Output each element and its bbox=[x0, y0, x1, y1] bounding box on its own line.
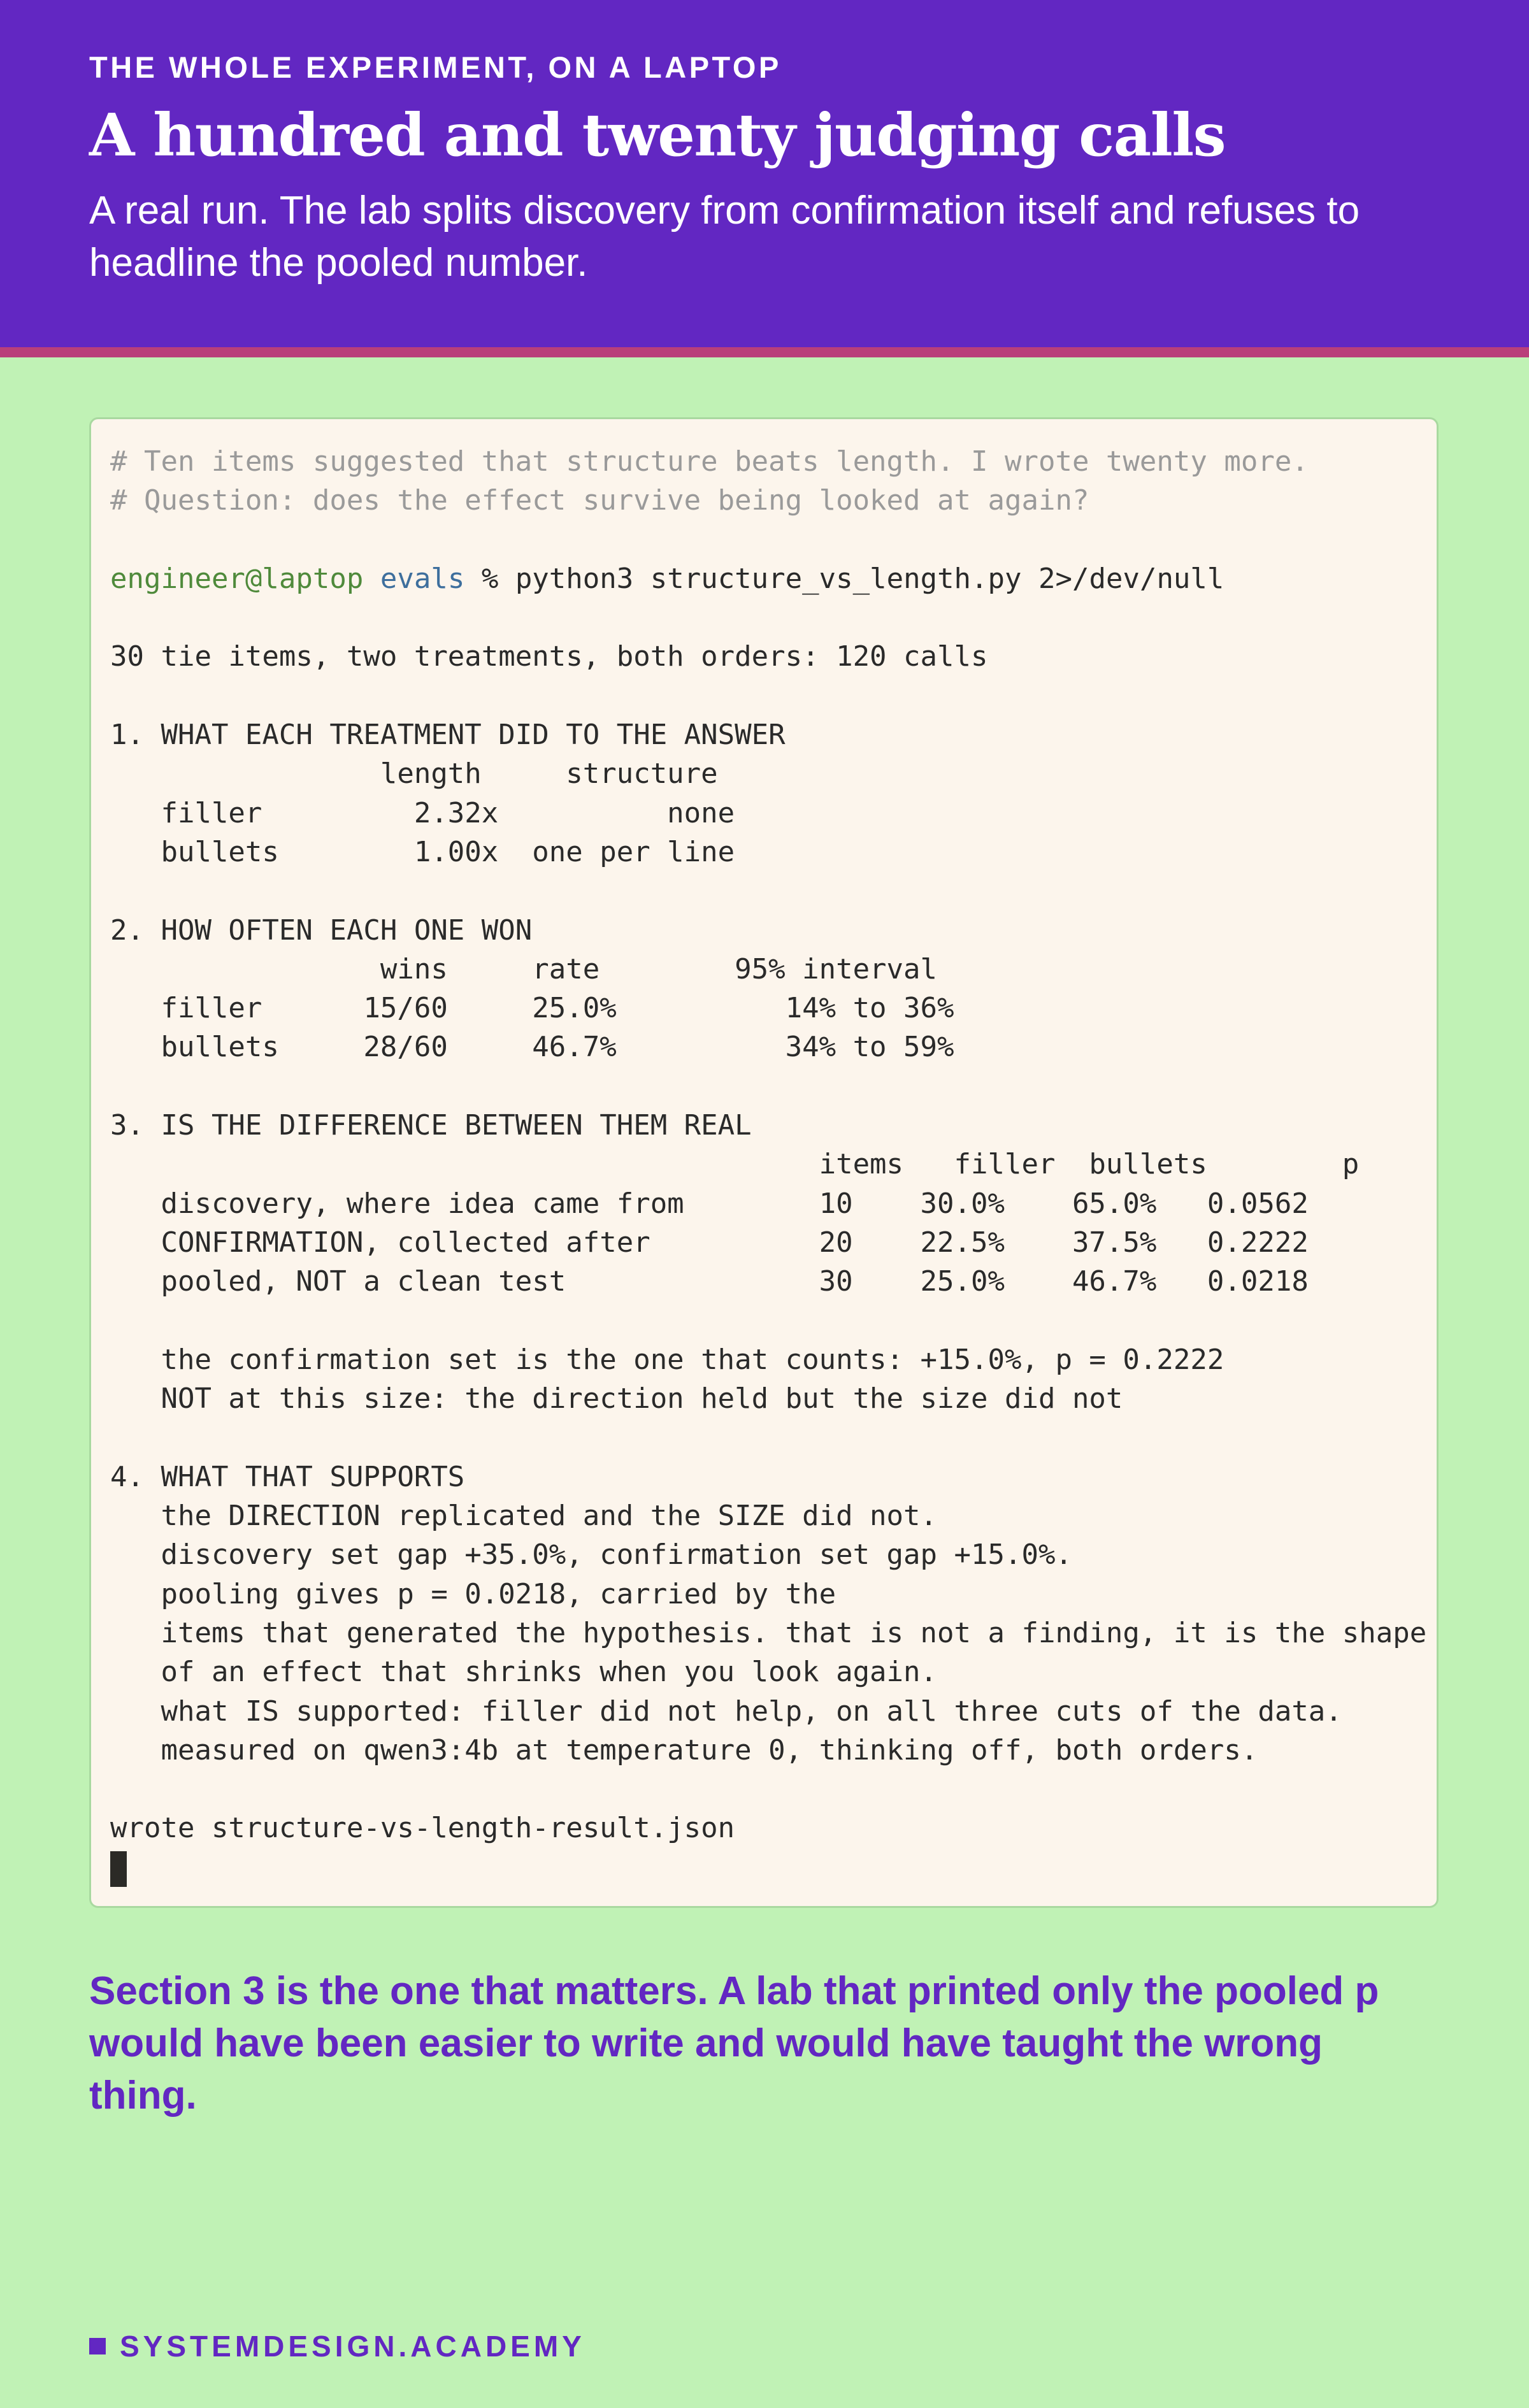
terminal-output-line: wrote structure-vs-length-result.json bbox=[110, 1812, 735, 1845]
terminal-output-line: 30 tie items, two treatments, both orders: 120 calls bbox=[110, 640, 988, 673]
terminal-output-line: 1. WHAT EACH TREATMENT DID TO THE ANSWER bbox=[110, 719, 786, 752]
terminal-blank-line bbox=[110, 1770, 1437, 1809]
terminal-comment: # Question: does the effect survive being looked at again? bbox=[110, 484, 1089, 517]
terminal-output-line: discovery set gap +35.0%, confirmation set gap +15.0%. bbox=[110, 1538, 1072, 1572]
terminal-output-line: the DIRECTION replicated and the SIZE did not. bbox=[110, 1500, 938, 1533]
terminal-output-line: discovery, where idea came from 10 30.0% 65.0% 0.0562 bbox=[110, 1187, 1309, 1220]
terminal-output-line: items that generated the hypothesis. that is not a finding, it is the shape bbox=[110, 1616, 1427, 1649]
terminal-window[interactable] bbox=[89, 417, 1439, 1908]
terminal-output-line: 2. HOW OFTEN EACH ONE WON bbox=[110, 914, 533, 947]
terminal-prompt-line bbox=[110, 559, 1437, 598]
subtitle: A real run. The lab splits discovery from confirmation itself and refuses to headline the pooled number. bbox=[89, 189, 1360, 285]
terminal-blank-line bbox=[110, 677, 1437, 715]
caption: Section 3 is the one that matters. A lab that printed only the pooled p would have been easier to write and would have taught the wrong thing. bbox=[89, 1969, 1379, 2118]
terminal-output-line: length structure bbox=[110, 757, 718, 791]
page-title: A hundred and twenty judging calls bbox=[89, 101, 1226, 169]
terminal-comment: # Ten items suggested that structure beats length. I wrote twenty more. bbox=[110, 445, 1309, 478]
terminal-cursor-line bbox=[110, 1848, 1437, 1887]
terminal-output-line: NOT at this size: the direction held but the size did not bbox=[110, 1382, 1123, 1415]
terminal-output-line: CONFIRMATION, collected after 20 22.5% 37.5% 0.2222 bbox=[110, 1226, 1309, 1259]
terminal-output-line: of an effect that shrinks when you look again. bbox=[110, 1656, 938, 1689]
header-banner bbox=[0, 0, 1529, 357]
terminal-output-line: 4. WHAT THAT SUPPORTS bbox=[110, 1460, 465, 1493]
terminal-output bbox=[110, 637, 1437, 1847]
terminal-blank-line bbox=[110, 1067, 1437, 1106]
terminal-blank-line bbox=[110, 1301, 1437, 1340]
terminal-output-line: filler 15/60 25.0% 14% to 36% bbox=[110, 992, 954, 1025]
terminal-output-line: filler 2.32x none bbox=[110, 796, 735, 829]
prompt-directory: evals bbox=[380, 562, 465, 595]
terminal-blank-line bbox=[110, 598, 1437, 637]
terminal-output-line: 3. IS THE DIFFERENCE BETWEEN THEM REAL bbox=[110, 1109, 752, 1142]
brand-name: SYSTEMDESIGN.ACADEMY bbox=[120, 2330, 585, 2363]
terminal-output-line: pooled, NOT a clean test 30 25.0% 46.7% 0.0218 bbox=[110, 1265, 1309, 1298]
terminal-output-line: measured on qwen3:4b at temperature 0, thinking off, both orders. bbox=[110, 1733, 1258, 1767]
footer-brand bbox=[89, 2329, 585, 2363]
terminal-output-line: the confirmation set is the one that counts: +15.0%, p = 0.2222 bbox=[110, 1343, 1224, 1376]
terminal-output-line: what IS supported: filler did not help, on all three cuts of the data. bbox=[110, 1695, 1342, 1728]
terminal-output-line: bullets 1.00x one per line bbox=[110, 835, 735, 868]
prompt-user-host: engineer@laptop bbox=[110, 562, 364, 595]
terminal-blank-line bbox=[110, 520, 1437, 559]
terminal-output-line: items filler bullets p bbox=[110, 1148, 1360, 1181]
prompt-command: python3 structure_vs_length.py 2>/dev/null bbox=[515, 562, 1224, 595]
terminal-cursor bbox=[110, 1851, 127, 1887]
terminal-blank-line bbox=[110, 1418, 1437, 1457]
terminal-blank-line bbox=[110, 871, 1437, 910]
terminal-output-line: bullets 28/60 46.7% 34% to 59% bbox=[110, 1031, 954, 1064]
terminal-output-line: wins rate 95% interval bbox=[110, 952, 938, 985]
terminal-output-line: pooling gives p = 0.0218, carried by the bbox=[110, 1577, 836, 1610]
brand-square-icon bbox=[89, 2338, 106, 2354]
kicker: THE WHOLE EXPERIMENT, ON A LAPTOP bbox=[89, 50, 782, 84]
prompt-symbol: % bbox=[481, 562, 499, 595]
